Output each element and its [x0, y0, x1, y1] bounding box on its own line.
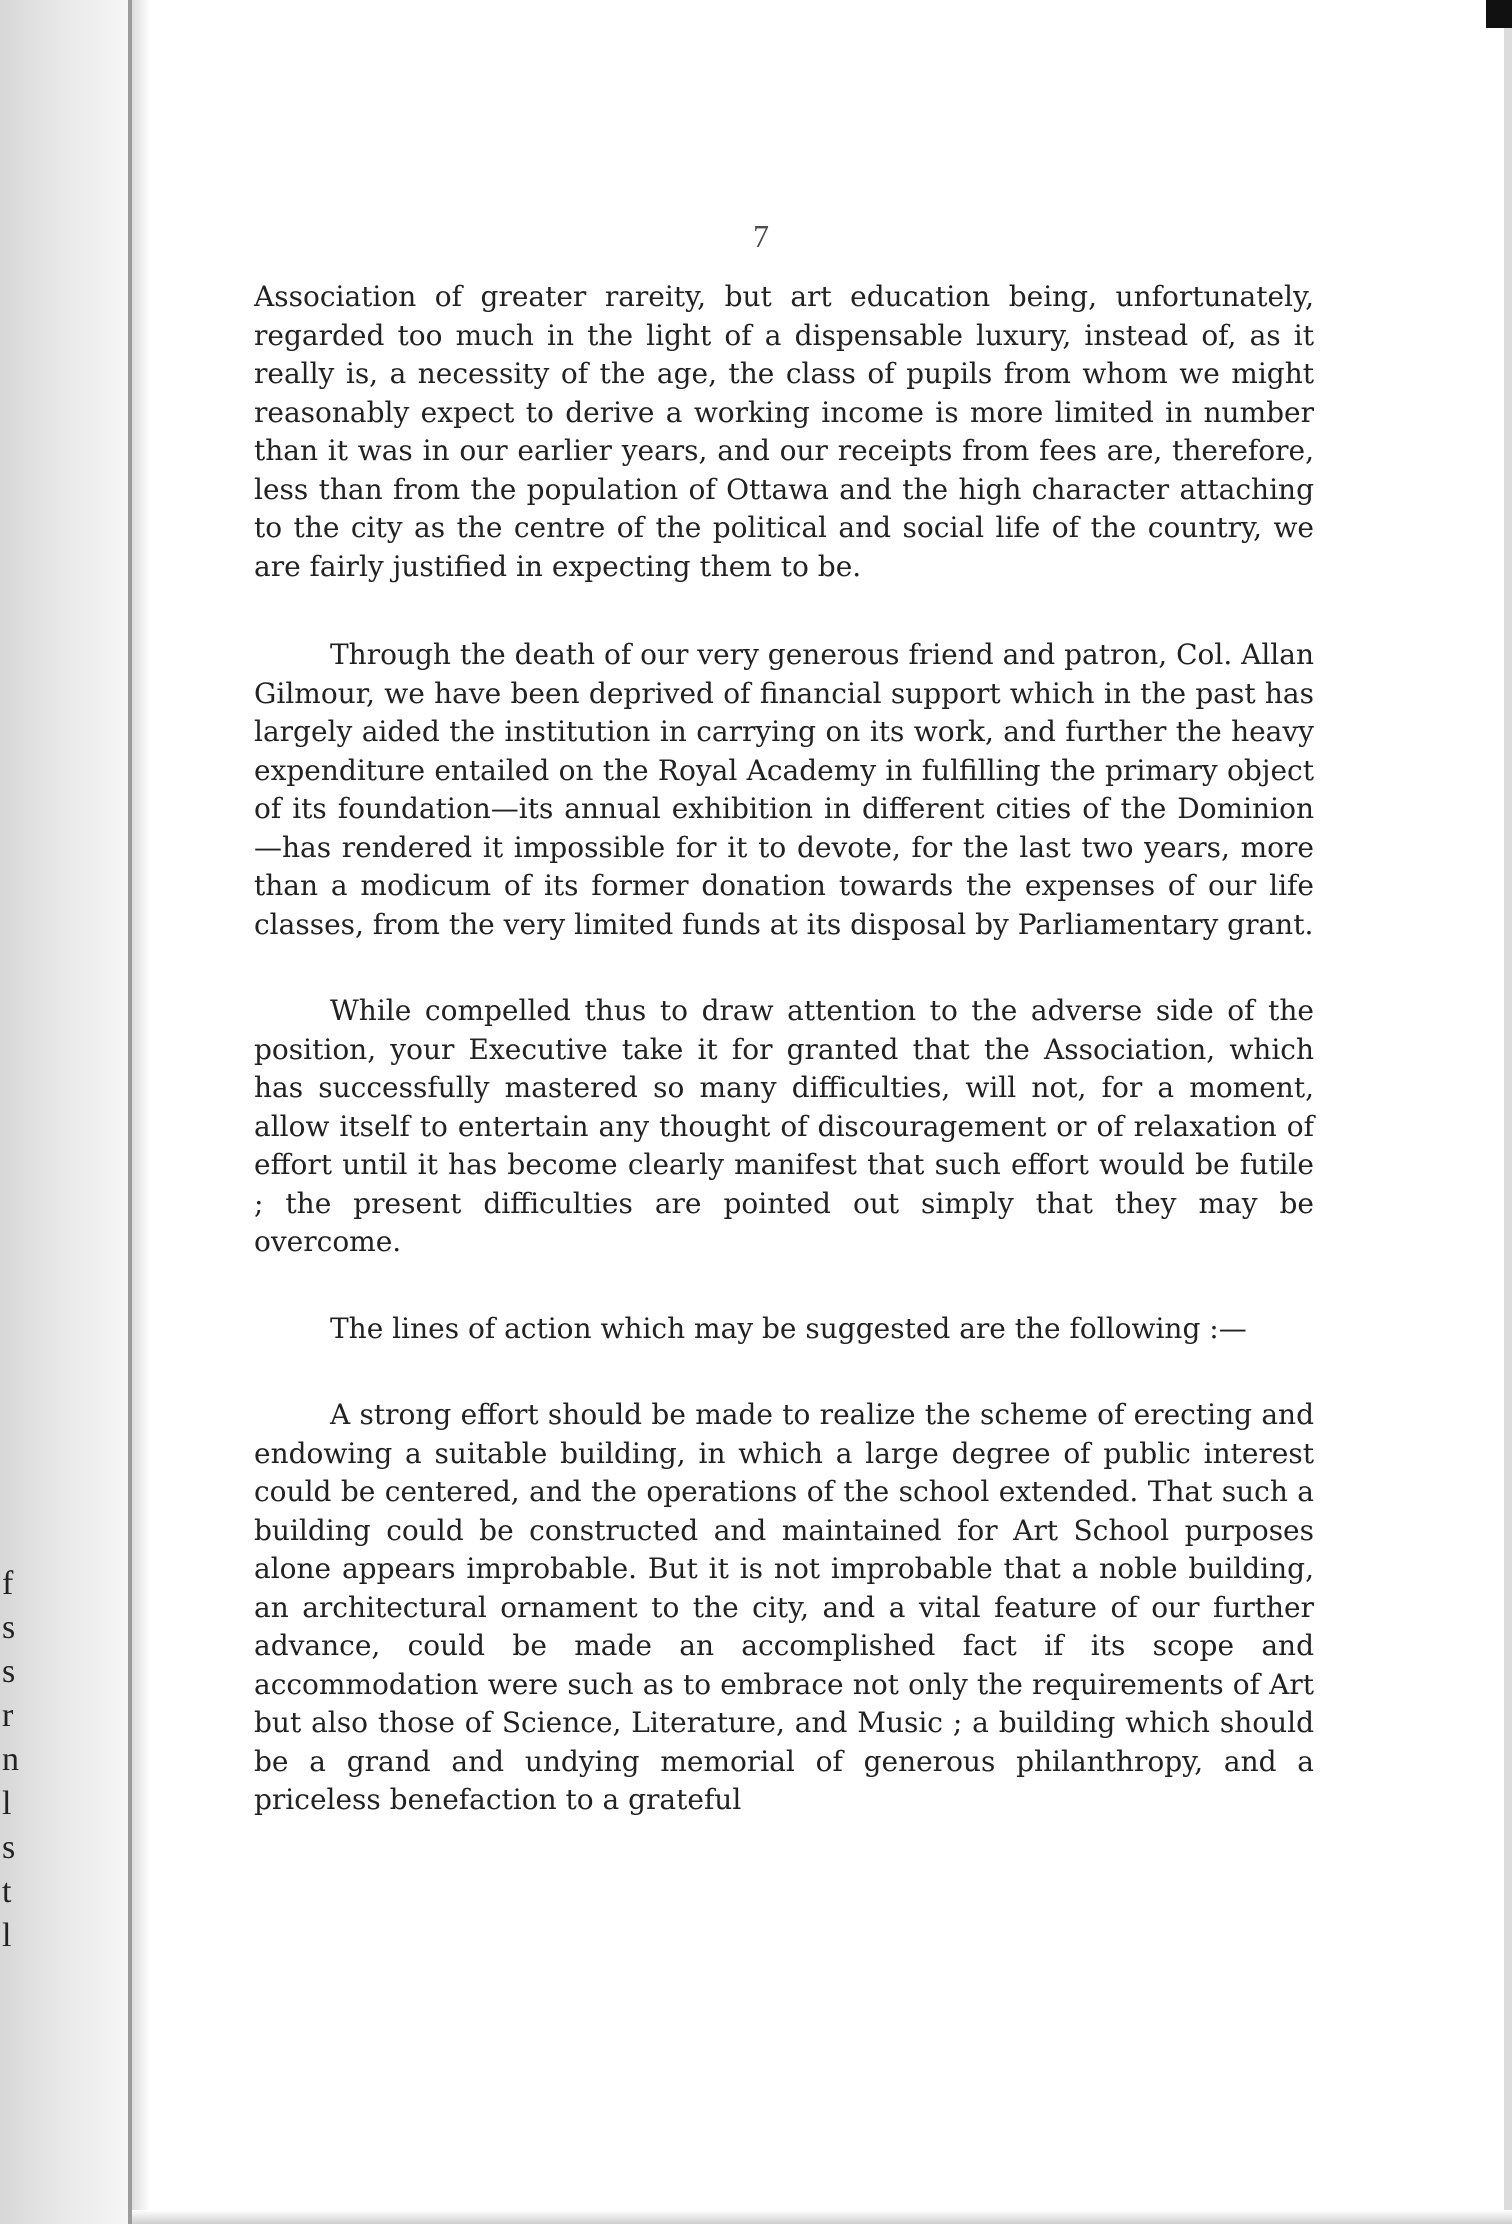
body-text: [254, 278, 1314, 1820]
facing-page-fragment: r: [2, 1697, 14, 1734]
paragraph: Through the death of our very generous friend and patron, Col. Allan Gilmour, we have been deprived of financial support which in the past has largely aided the institution in carrying on its work, and further the heavy expenditure entailed on the Royal Academy in fulfilling the primary object of its foundation—its annual exhibition in different cities of the Dominion—has rendered it impossible for it to devote, for the last two years, more than a modicum of its former donation towards the expenses of our life classes, from the very limited funds at its disposal by Parliamentary grant.: [254, 638, 1314, 941]
facing-page-fragments: [2, 1562, 22, 1958]
page-bottom-shade: [132, 2210, 1512, 2224]
facing-page-fragment: s: [2, 1829, 16, 1866]
page-fold-shadow: [132, 0, 150, 2224]
facing-page-fragment: n: [2, 1741, 19, 1778]
paragraph: The lines of action which may be suggested are the following :—: [330, 1311, 1247, 1345]
corner-scan-mark: [1486, 0, 1512, 28]
paragraph: While compelled thus to draw attention to the adverse side of the position, your Executive take it for granted that the Association, which has successfully mastered so many difficulties, will not, for a moment, allow itself to entertain any thought of discouragement or of relaxation of effort until it has become clearly manifest that such effort would be futile ; the present difficulties are pointed out simply that they may be overcome.: [254, 994, 1314, 1258]
paragraph: A strong effort should be made to realize the scheme of erecting and endowing a suitable building, in which a large degree of public interest could be centered, and the operations of the school extended. That such a building could be constructed and maintained for Art School purposes alone appears improbable. But it is not improbable that a noble building, an architectural ornament to the city, and a vital feature of our further advance, could be made an accomplished fact if its scope and accommodation were such as to embrace not only the requirements of Art but also those of Science, Literature, and Music ; a building which should be a grand and undying memorial of generous philanthropy, and a priceless benefaction to a grateful: [254, 1398, 1314, 1816]
page-right-edge: [1504, 0, 1512, 2224]
facing-page-fragment: f: [2, 1565, 14, 1602]
facing-page-fragment: s: [2, 1653, 16, 1690]
facing-page-fragment: s: [2, 1609, 16, 1646]
facing-page-fragment: l: [2, 1785, 12, 1822]
facing-page-fragment: l: [2, 1917, 12, 1954]
page-number: 7: [753, 218, 769, 254]
facing-page-fragment: t: [2, 1873, 12, 1910]
paragraph: Association of greater rareity, but art education being, unfortunately, regarded too much in the light of a dispensable luxury, instead of, as it really is, a necessity of the age, the class of pupils from whom we might reasonably expect to derive a working income is more limited in number than it was in our earlier years, and our receipts from fees are, therefore, less than from the population of Ottawa and the high character attaching to the city as the centre of the political and social life of the country, we are fairly justified in expecting them to be.: [254, 280, 1314, 583]
